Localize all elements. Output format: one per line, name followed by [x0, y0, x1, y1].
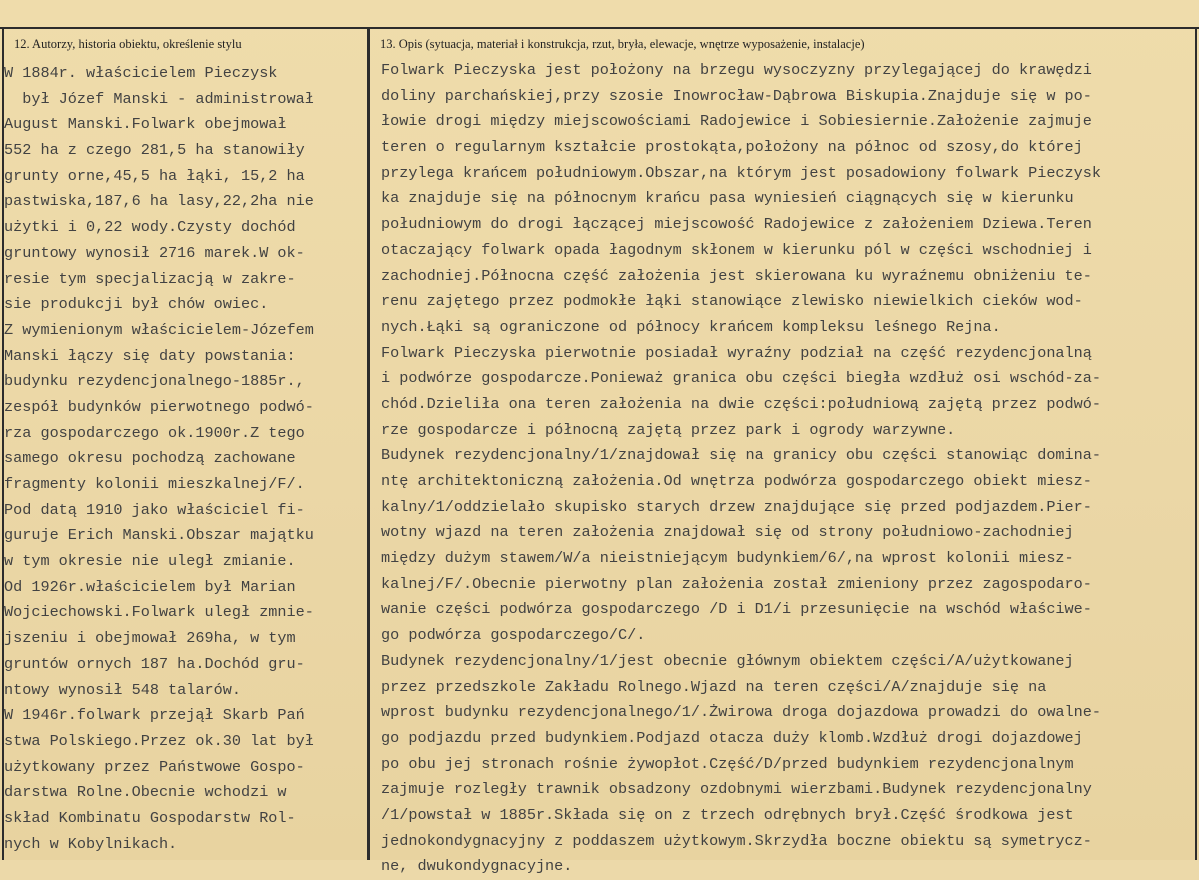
text-line: Folwark Pieczyska jest położony na brzegu wysoczyzny przylegającej do krawędzi	[381, 61, 1092, 79]
section-13-text	[381, 58, 1196, 880]
text-line: Z wymienionym właścicielem-Józefem	[4, 320, 314, 339]
top-rule	[0, 27, 1199, 29]
text-line: Pod datą 1910 jako właściciel fi-	[4, 500, 305, 519]
text-line: Od 1926r.właścicielem był Marian	[4, 577, 296, 596]
text-line: był Józef Manski - administrował	[4, 89, 314, 108]
text-line: łowie drogi między miejscowościami Radojewice i Sobiesiernie.Założenie zajmuje	[381, 112, 1092, 131]
text-line: Budynek rezydencjonalny/1/znajdował się na granicy obu części stanowiąc domina-	[381, 446, 1102, 465]
text-line: rze gospodarcze i północną zajętą przez park i ogrody warzywne.	[381, 420, 956, 439]
column-divider	[367, 29, 370, 860]
text-line: Wojciechowski.Folwark uległ zmnie-	[4, 603, 314, 622]
text-line: w tym okresie nie uległ zmianie.	[4, 552, 296, 571]
text-line: po obu jej stronach rośnie żywopłot.Część/D/przed budynkiem rezydencjonalnym	[381, 754, 1074, 773]
text-line: zajmuje rozległy trawnik obsadzony ozdobnymi wierzbami.Budynek rezydencjonalny	[381, 780, 1092, 799]
text-line: pastwiska,187,6 ha lasy,22,2ha nie	[4, 192, 314, 211]
text-line: użytkowany przez Państwowe Gospo-	[4, 757, 305, 776]
text-line: nych.Łąki są ograniczone od północy krańcem kompleksu leśnego Rejna.	[381, 317, 1001, 336]
text-line: kalny/1/oddzielało skupisko starych drzew znajdujące się przed podjazdem.Pier-	[381, 497, 1092, 516]
text-line: skład Kombinatu Gospodarstw Rol-	[4, 808, 296, 827]
text-line: doliny parchańskiej,przy szosie Inowrocław-Dąbrowa Biskupia.Znajduje się w po-	[381, 86, 1092, 105]
text-line: resie tym specjalizacją w zakre-	[4, 269, 296, 288]
text-line: rza gospodarczego ok.1900r.Z tego	[4, 423, 305, 442]
text-line: kalnej/F/.Obecnie pierwotny plan założenia został zmieniony przez zagospodaro-	[381, 574, 1092, 593]
text-line: samego okresu pochodzą zachowane	[4, 449, 296, 468]
text-line: ka znajduje się na północnym krańcu pasa wyniesień ciągnących się w kierunku	[381, 189, 1074, 208]
text-line: jszeniu i obejmował 269ha, w tym	[4, 629, 296, 648]
text-line: budynku rezydencjonalnego-1885r.,	[4, 372, 305, 391]
text-line: ne, dwukondygnacyjne.	[381, 857, 573, 876]
text-line: renu zajętego przez podmokłe łąki stanowiące zlewisko niewielkich cieków wod-	[381, 292, 1083, 311]
text-line: Folwark Pieczyska pierwotnie posiadał wyraźny podział na część rezydencjonalną	[381, 343, 1092, 362]
section-12-text	[4, 61, 366, 857]
text-line: /1/powstał w 1885r.Składa się on z trzech odrębnych brył.Część środkowa jest	[381, 805, 1074, 824]
text-line: August Manski.Folwark obejmował	[4, 115, 287, 134]
text-line: gruntowy wynosił 2716 marek.W ok-	[4, 243, 305, 262]
text-line: wotny wjazd na teren założenia znajdował się od strony południowo-zachodniej	[381, 523, 1074, 542]
text-line: stwa Polskiego.Przez ok.30 lat był	[4, 731, 314, 750]
text-line: fragmenty kolonii mieszkalnej/F/.	[4, 475, 305, 493]
text-line: go podwórza gospodarczego/C/.	[381, 626, 646, 645]
text-line: darstwa Rolne.Obecnie wchodzi w	[4, 783, 287, 802]
text-line: gruntów ornych 187 ha.Dochód gru-	[4, 654, 305, 673]
text-line: i podwórze gospodarcze.Ponieważ granica obu części biegła wzdłuż osi wschód-za-	[381, 369, 1102, 388]
text-line: zespół budynków pierwotnego podwó-	[4, 397, 314, 416]
text-line: wprost budynku rezydencjonalnego/1/.Żwirowa droga dojazdowa prowadzi do owalne-	[381, 703, 1102, 722]
text-line: otaczający folwark opada łagodnym skłonem w kierunku pól w części wschodniej i	[381, 240, 1092, 259]
text-line: użytki i 0,22 wody.Czysty dochód	[4, 218, 296, 237]
text-line: W 1884r. właścicielem Pieczysk	[4, 64, 278, 82]
text-line: południowym do drogi łączącej miejscowość Radojewice z założeniem Dziewa.Teren	[381, 215, 1092, 234]
text-line: nych w Kobylnikach.	[4, 834, 178, 853]
text-line: wanie części podwórza gospodarczego /D i D1/i przesunięcie na wschód właściwe-	[381, 600, 1092, 619]
text-line: ntowy wynosił 548 talarów.	[4, 680, 241, 699]
text-line: chód.Dzieliła ona teren założenia na dwie części:południową zajętą przez podwó-	[381, 394, 1102, 413]
text-line: zachodniej.Północna część założenia jest skierowana ku wyraźnemu obniżeniu te-	[381, 266, 1092, 285]
text-line: ntę architektoniczną założenia.Od wnętrza podwórza gospodarczego obiekt miesz-	[381, 472, 1092, 490]
text-line: przez przedszkole Zakładu Rolnego.Wjazd na teren części/A/znajduje się na	[381, 677, 1047, 696]
text-line: 552 ha z czego 281,5 ha stanowiły	[4, 141, 305, 160]
text-line: przylega krańcem południowym.Obszar,na którym jest posadowiony folwark Pieczysk	[381, 163, 1102, 182]
text-line: sie produkcji był chów owiec.	[4, 295, 269, 314]
text-line: Manski łączy się daty powstania:	[4, 346, 296, 365]
text-line: między dużym stawem/W/a nieistniejącym budynkiem/6/,na wprost kolonii miesz-	[381, 549, 1074, 568]
text-line: teren o regularnym kształcie prostokąta,położony na północ od szosy,do której	[381, 138, 1083, 157]
text-line: go podjazdu przed budynkiem.Podjazd otacza duży klomb.Wzdłuż drogi dojazdowej	[381, 728, 1083, 747]
text-line: W 1946r.folwark przejął Skarb Pań	[4, 706, 305, 725]
section-13-header: 13. Opis (sytuacja, materiał i konstrukcja, rzut, bryła, elewacje, wnętrze wyposażenie, instalacje)	[380, 37, 865, 51]
text-line: guruje Erich Manski.Obszar majątku	[4, 526, 314, 545]
text-line: jednokondygnacyjny z poddaszem użytkowym.Skrzydła boczne obiektu są symetrycz-	[381, 831, 1092, 850]
section-12-header: 12. Autorzy, historia obiektu, określenie stylu	[14, 37, 242, 51]
text-line: Budynek rezydencjonalny/1/jest obecnie głównym obiektem części/A/użytkowanej	[381, 651, 1074, 670]
text-line: grunty orne,45,5 ha łąki, 15,2 ha	[4, 166, 305, 185]
